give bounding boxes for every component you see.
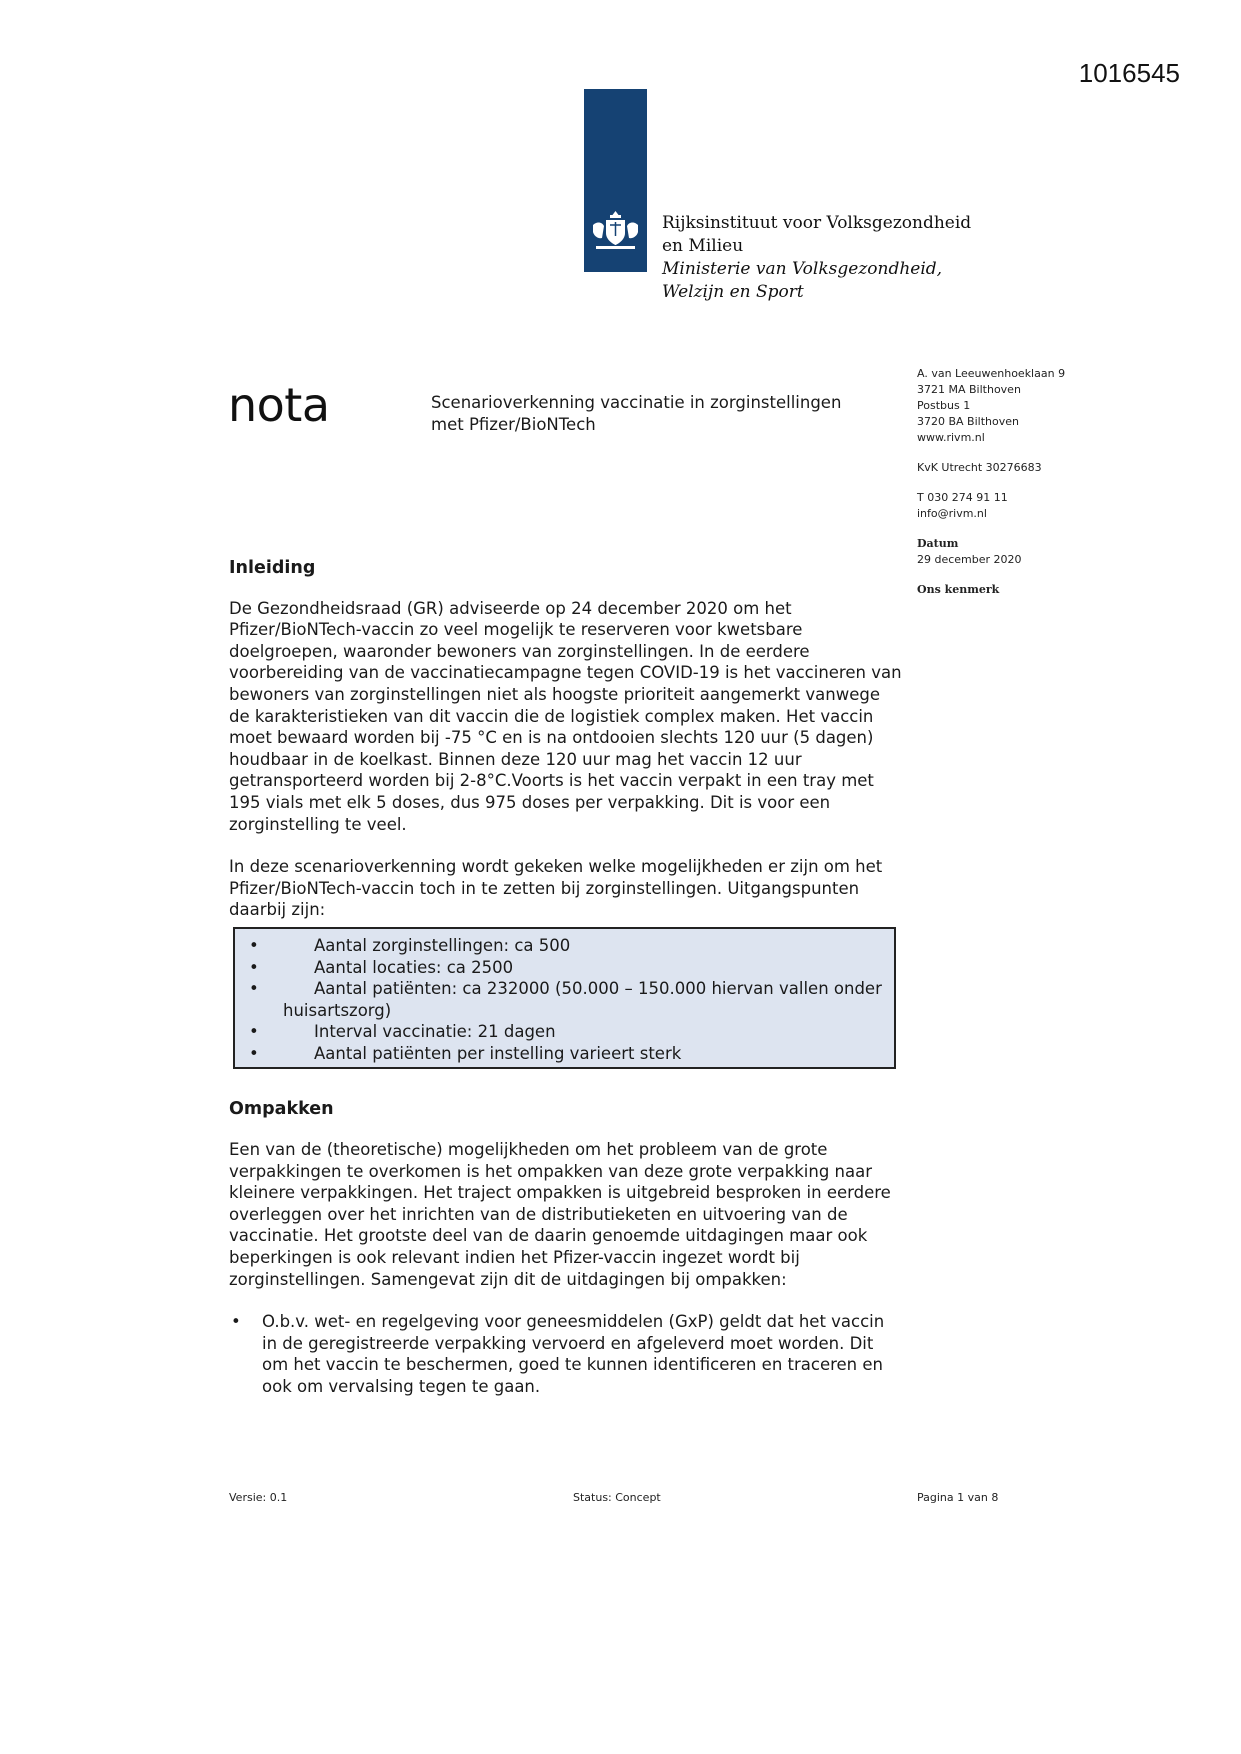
challenges-list <box>229 1311 904 1397</box>
footer-status: Status: Concept <box>573 1491 661 1504</box>
logo-bar <box>584 89 647 272</box>
section-heading-inleiding: Inleiding <box>229 558 316 578</box>
address-line: A. van Leeuwenhoeklaan 9 <box>917 367 1066 380</box>
date-label: Datum <box>917 537 959 550</box>
phone-number: T 030 274 91 11 <box>917 491 1008 504</box>
repack-paragraph: Een van de (theoretische) mogelijkheden om het probleem van de grote verpakkingen te overkomen is het ompakken van deze grote verpakking naar kleinere verpakkingen. Het traject ompakken is uitgebreid besproken in eerdere overleggen over het inrichten van de distributieketen en uitvoering van de vaccinatie. Het grootste deel van de daarin genoemde uitdagingen maar ook beperkingen is ook relevant indien het Pfizer-vaccin ingezet wordt bij zorginstellingen. Samengevat zijn dit de uitdagingen bij ompakken: <box>229 1140 891 1289</box>
intro-paragraph: De Gezondheidsraad (GR) adviseerde op 24 december 2020 om het Pfizer/BioNTech-vaccin zo veel mogelijk te reserveren voor kwetsbare doelgroepen, waaronder bewoners van zorginstellingen. In de eerdere voorbereiding van de vaccinatiecampagne tegen COVID-19 is het vaccineren van bewoners van zorginstellingen niet als hoogste prioriteit aangemerkt vanwege de karakteristieken van dit vaccin die de logistiek complex maken. Het vaccin moet bewaard worden bij -75 °C en is na ontdooien slechts 120 uur (5 dagen) houdbaar in de koelkast. Binnen deze 120 uur mag het vaccin 12 uur getransporteerd worden bij 2-8°C.Voorts is het vaccin verpakt in een tray met 195 vials met elk 5 doses, dus 975 doses per verpakking. Dit is voor een zorginstelling te veel. <box>229 598 902 834</box>
list-item: • Aantal patiënten: ca 232000 (50.000 – 150.000 hiervan vallen onder huisartszorg) <box>245 978 884 1021</box>
list-item: • O.b.v. wet- en regelgeving voor geneesmiddelen (GxP) geldt dat het vaccin in de geregistreerde verpakking vervoerd en afgeleverd moet worden. Dit om het vaccin te beschermen, goed te kunnen identificeren en traceren en ook om vervalsing tegen te gaan. <box>229 1311 904 1397</box>
kvk-number: KvK Utrecht 30276683 <box>917 461 1042 474</box>
intro-paragraph: In deze scenarioverkenning wordt gekeken welke mogelijkheden er zijn om het Pfizer/BioNTech-vaccin toch in te zetten bij zorginstellingen. Uitgangspunten daarbij zijn: <box>229 857 883 920</box>
website-link[interactable]: www.rivm.nl <box>917 431 985 444</box>
date-value: 29 december 2020 <box>917 553 1022 566</box>
institute-line: en Milieu <box>662 236 744 256</box>
assumptions-box <box>233 927 896 1070</box>
ministry-line: Welzijn en Sport <box>662 282 804 302</box>
footer-page-number: Pagina 1 van 8 <box>917 1491 999 1504</box>
footer-version: Versie: 0.1 <box>229 1491 288 1504</box>
institute-line: Rijksinstituut voor Volksgezondheid <box>662 213 972 233</box>
address-line: Postbus 1 <box>917 399 971 412</box>
list-item: • Aantal zorginstellingen: ca 500 <box>245 935 884 957</box>
assumptions-list <box>245 935 884 1065</box>
reference-block <box>917 582 1147 598</box>
institute-name <box>662 212 971 304</box>
address-line: 3720 BA Bilthoven <box>917 415 1019 428</box>
subject-line: Scenarioverkenning vaccinatie in zorginstellingen <box>431 393 842 412</box>
document-id: 1016545 <box>1078 58 1180 88</box>
list-item: • Interval vaccinatie: 21 dagen <box>245 1021 884 1043</box>
section-heading-ompakken: Ompakken <box>229 1099 334 1120</box>
document-type: nota <box>228 378 330 432</box>
coat-of-arms-icon <box>590 209 641 253</box>
document-subject <box>431 392 901 436</box>
ministry-line: Ministerie van Volksgezondheid, <box>662 259 943 279</box>
list-item: • Aantal patiënten per instelling varieert sterk <box>245 1043 884 1065</box>
email-link[interactable]: info@rivm.nl <box>917 507 987 520</box>
date-block <box>917 536 1147 568</box>
main-content <box>229 558 904 1398</box>
address-block <box>917 366 1147 446</box>
address-line: 3721 MA Bilthoven <box>917 383 1021 396</box>
reference-label: Ons kenmerk <box>917 583 1000 596</box>
contact-block <box>917 490 1147 522</box>
subject-line: met Pfizer/BioNTech <box>431 415 596 434</box>
list-item: • Aantal locaties: ca 2500 <box>245 957 884 979</box>
address-sidebar <box>917 366 1147 612</box>
